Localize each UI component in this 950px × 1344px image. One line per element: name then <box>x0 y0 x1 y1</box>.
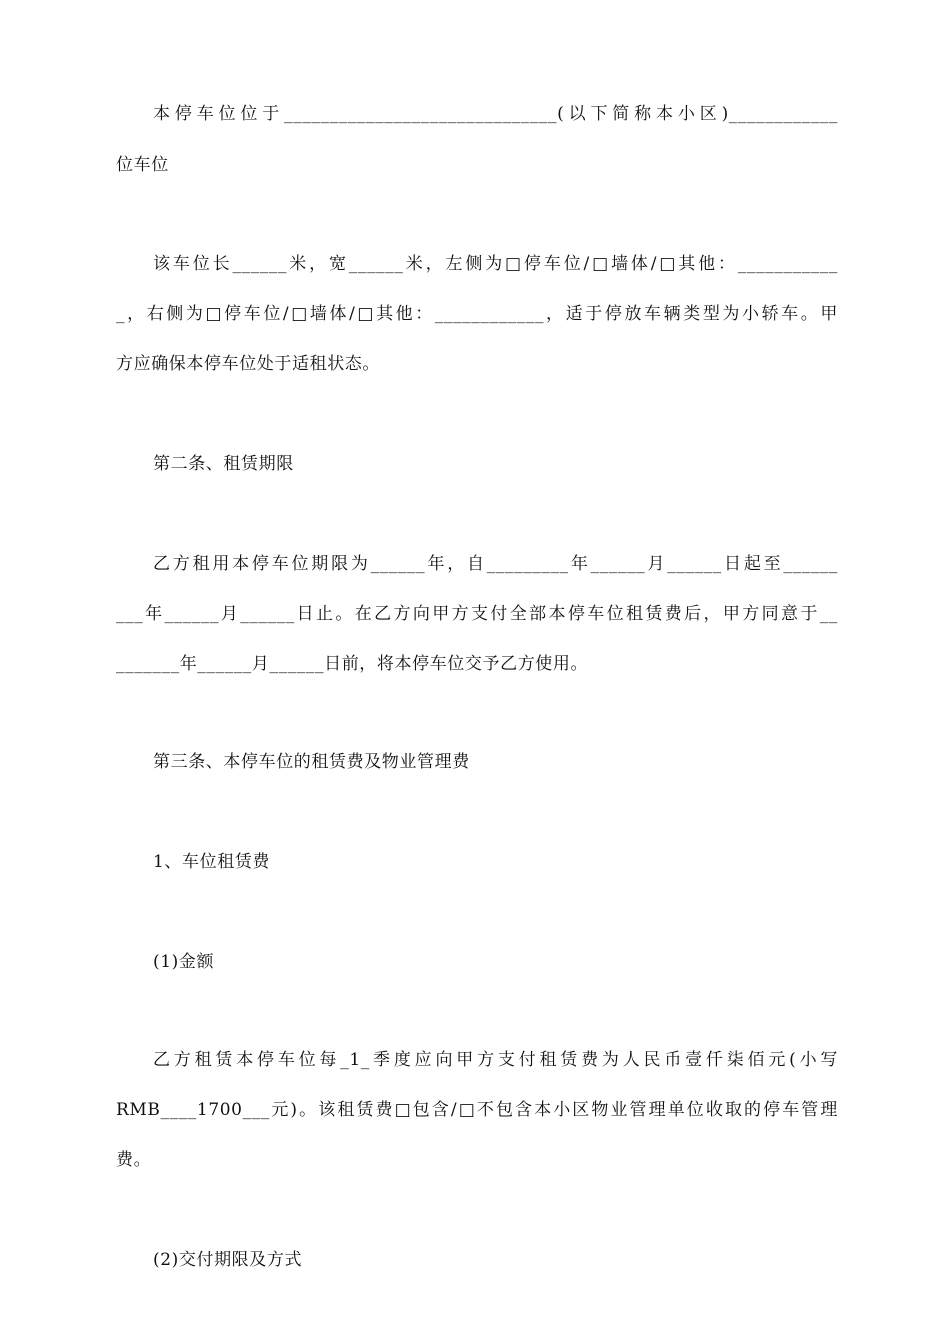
article-3-heading: 第三条、本停车位的租赁费及物业管理费 <box>153 752 470 772</box>
paragraph-fee-line-1: 乙方租赁本停车位每_1_季度应向甲方支付租赁费为人民币壹仟柒佰元(小写 <box>153 1050 838 1070</box>
paragraph-location-line-2: 位车位 <box>116 155 169 175</box>
paragraph-size-line-1: 该车位长______米，宽______米，左侧为□停车位/□墙体/□其他：___________ <box>153 254 838 274</box>
subsection-amount-heading: (1)金额 <box>153 952 215 972</box>
paragraph-term-line-2: ___年______月______日止。在乙方向甲方支付全部本停车位租赁费后，甲方同意于__ <box>116 604 838 624</box>
paragraph-size-line-2: _，右侧为□停车位/□墙体/□其他：____________，适于停放车辆类型为小轿车。甲 <box>116 304 838 324</box>
paragraph-fee-line-3: 费。 <box>116 1150 152 1170</box>
paragraph-term-line-1: 乙方租用本停车位期限为______年，自_________年______月______日起至______ <box>153 554 838 574</box>
paragraph-fee-line-2: RMB____1700___元)。该租赁费□包含/□不包含本小区物业管理单位收取的停车管理 <box>116 1100 838 1120</box>
subsection-payment-heading: (2)交付期限及方式 <box>153 1250 303 1270</box>
paragraph-term-line-3: _______年______月______日前，将本停车位交予乙方使用。 <box>116 654 589 674</box>
article-2-heading: 第二条、租赁期限 <box>153 454 294 474</box>
paragraph-size-line-3: 方应确保本停车位处于适租状态。 <box>116 354 380 374</box>
section-1-heading: 1、车位租赁费 <box>153 852 271 872</box>
paragraph-location-line-1: 本停车位位于______________________________(以下简称本小区)____________ <box>153 104 838 124</box>
